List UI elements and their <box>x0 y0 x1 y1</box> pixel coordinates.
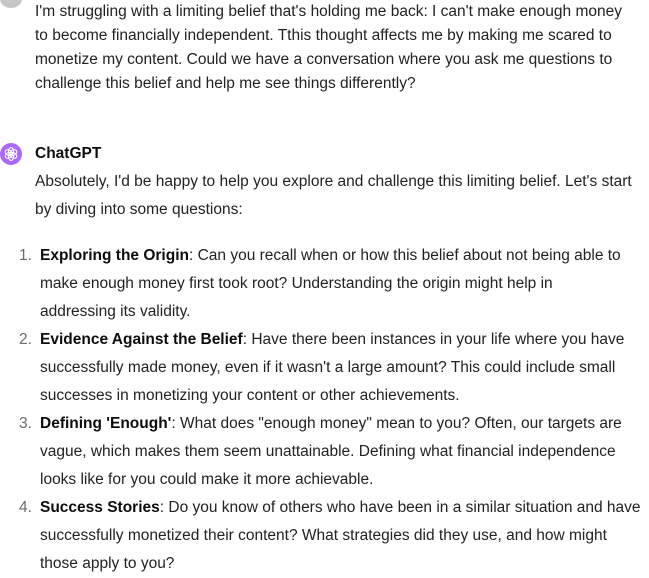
assistant-intro-line: by diving into some questions: <box>35 201 243 218</box>
list-item-text: : Can you recall when or how this belief about not being able to <box>188 247 621 264</box>
list-item-title: Defining 'Enough' <box>40 415 172 432</box>
list-item <box>0 326 649 410</box>
list-item-line <box>40 242 649 270</box>
openai-logo-icon <box>0 143 22 165</box>
list-item-number: 4. <box>19 499 32 516</box>
list-item-line: those apply to you? <box>40 555 175 572</box>
list-item-line: successfully monetized their content? What strategies did they use, and how might <box>40 527 607 544</box>
list-item-line: addressing its validity. <box>40 303 191 320</box>
list-item-line: make enough money first took root? Understanding the origin might help in <box>40 275 553 292</box>
user-message-line: I'm struggling with a limiting belief that's holding me back: I can't make enough money <box>35 3 622 20</box>
assistant-intro <box>35 168 645 224</box>
list-item-number: 2. <box>19 331 32 348</box>
question-list <box>0 242 649 578</box>
list-item-title: Evidence Against the Belief <box>40 331 243 348</box>
user-avatar-icon <box>0 0 22 8</box>
list-item-text: : Do you know of others who have been in a similar situation and have <box>159 499 641 516</box>
user-message <box>35 0 645 96</box>
list-item-number: 3. <box>19 415 32 432</box>
list-item-line: vague, which makes them seem unattainable. Defining what financial independence <box>40 443 616 460</box>
list-item <box>0 494 649 578</box>
list-item-line <box>40 410 649 438</box>
list-item-line <box>40 494 649 522</box>
assistant-intro-line: Absolutely, I'd be happy to help you explore and challenge this limiting belief. Let's start <box>35 173 632 190</box>
list-item-title: Exploring the Origin <box>40 247 189 264</box>
list-item-title: Success Stories <box>40 499 160 516</box>
list-item-number: 1. <box>19 247 32 264</box>
user-message-line: challenge this belief and help me see things differently? <box>35 75 416 92</box>
list-item-line: successfully made money, even if it wasn't a large amount? This could include small <box>40 359 616 376</box>
assistant-author-name: ChatGPT <box>35 145 102 162</box>
list-item-line <box>40 326 649 354</box>
list-item-text: : What does "enough money" mean to you? Often, our targets are <box>171 415 622 432</box>
list-item <box>0 242 649 326</box>
list-item-line: looks like for you could make it more achievable. <box>40 471 374 488</box>
user-message-line: to become financially independent. Tthis thought affects me by making me scared to <box>35 27 612 44</box>
list-item-line: successes in monetizing your content or other achievements. <box>40 387 460 404</box>
user-message-line: monetize my content. Could we have a conversation where you ask me questions to <box>35 51 613 68</box>
list-item <box>0 410 649 494</box>
list-item-text: : Have there been instances in your life where you have <box>242 331 625 348</box>
